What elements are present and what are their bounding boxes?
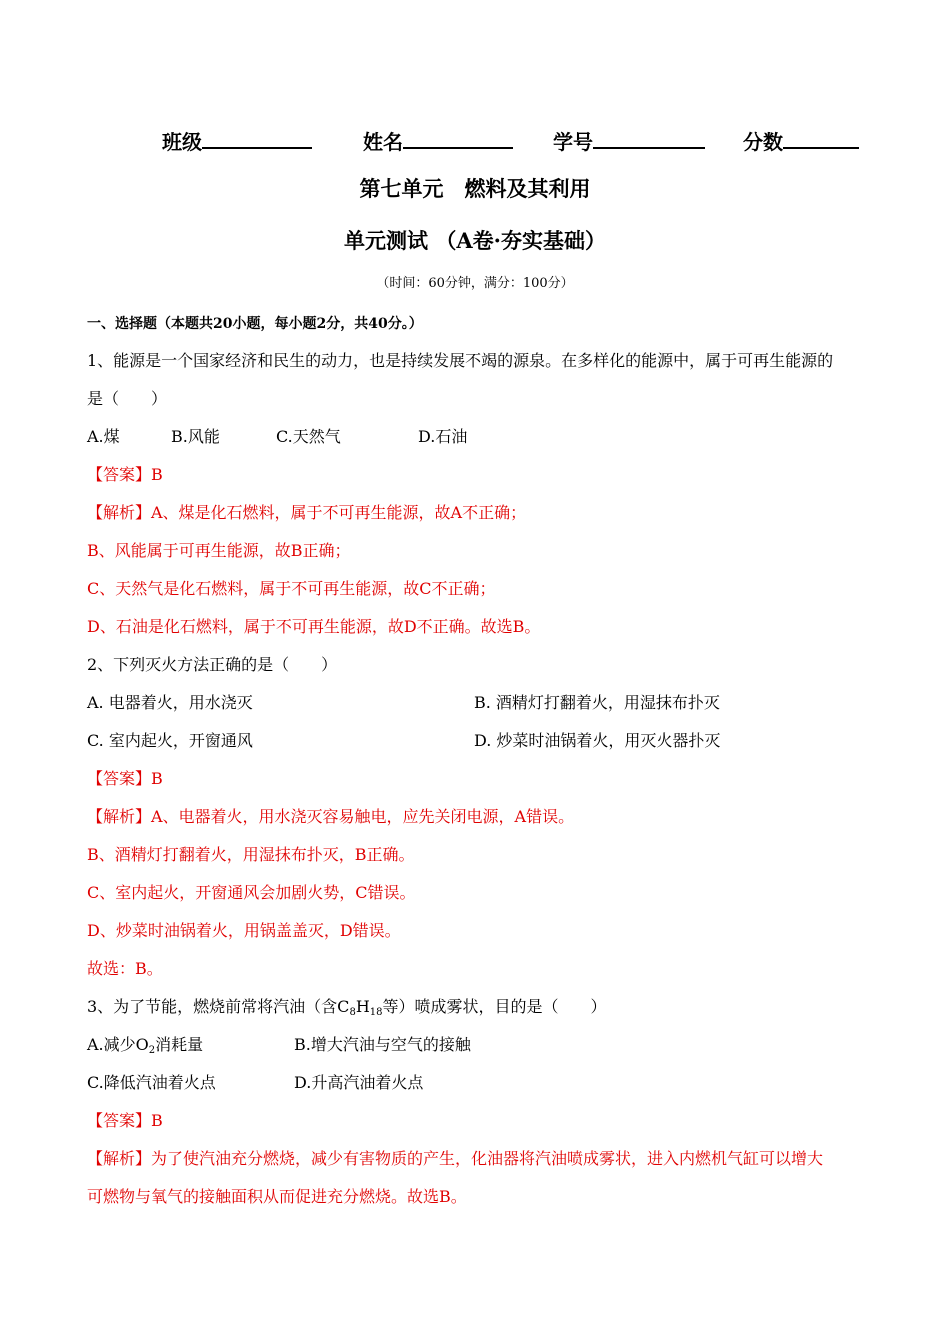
q3-option-b: B.增大汽油与空气的接触 — [294, 1035, 471, 1054]
class-blank[interactable] — [202, 127, 312, 149]
q2-analysis-3: C、室内起火，开窗通风会加剧火势，C错误。 — [87, 883, 416, 902]
q3-stem-sub-8: 8 — [349, 1007, 356, 1018]
class-field — [162, 127, 312, 155]
q1-stem-line2: 是（ ） — [87, 389, 168, 408]
q3-stem-sub-18: 18 — [369, 1007, 383, 1018]
q1-analysis-2: B、风能属于可再生能源，故B正确； — [87, 541, 351, 560]
score-field — [743, 127, 859, 155]
q3-option-c: C.降低汽油着火点 — [87, 1073, 216, 1092]
q2-analysis-4: D、炒菜时油锅着火，用锅盖盖灭，D错误。 — [87, 921, 401, 940]
q2-answer: 【答案】B — [87, 769, 163, 788]
q2-analysis-1: 【解析】A、电器着火，用水浇灭容易触电，应先关闭电源，A错误。 — [87, 807, 575, 826]
q2-option-c: C. 室内起火，开窗通风 — [87, 731, 253, 750]
section-heading: 一、选择题（本题共20小题，每小题2分，共40分。） — [87, 316, 423, 332]
q3-analysis-line1: 【解析】为了使汽油充分燃烧，减少有害物质的产生，化油器将汽油喷成雾状，进入内燃机气缸可以增大 — [87, 1149, 824, 1168]
name-blank[interactable] — [403, 127, 513, 149]
q1-analysis-4: D、石油是化石燃料，属于不可再生能源，故D不正确。故选B。 — [87, 617, 541, 636]
q3-stem — [87, 997, 607, 1017]
q3-option-d: D.升高汽油着火点 — [294, 1073, 424, 1092]
q3-analysis-line2: 可燃物与氧气的接触面积从而促进充分燃烧。故选B。 — [87, 1187, 467, 1206]
q3-option-a-pre: A.减少O — [87, 1035, 149, 1054]
score-blank[interactable] — [783, 127, 859, 149]
q3-stem-h: H — [355, 997, 370, 1016]
q3-option-a-post: 消耗量 — [155, 1035, 204, 1054]
student-id-blank[interactable] — [593, 127, 705, 149]
q2-analysis-2: B、酒精灯打翻着火，用湿抹布扑灭，B正确。 — [87, 845, 415, 864]
score-label: 分数 — [743, 130, 783, 154]
name-label: 姓名 — [363, 130, 403, 154]
unit-title: 第七单元 燃料及其利用 — [359, 176, 591, 201]
q2-stem: 2、下列灭火方法正确的是（ ） — [87, 655, 338, 674]
q2-conclusion: 故选：B。 — [87, 959, 163, 978]
q2-option-a: A. 电器着火，用水浇灭 — [87, 693, 253, 712]
q2-option-b: B. 酒精灯打翻着火，用湿抹布扑灭 — [474, 693, 720, 712]
name-field — [363, 127, 513, 155]
q1-option-c: C.天然气 — [276, 427, 341, 446]
student-id-label: 学号 — [553, 130, 593, 154]
q1-analysis-3: C、天然气是化石燃料，属于不可再生能源，故C不正确； — [87, 579, 496, 598]
q1-answer: 【答案】B — [87, 465, 163, 484]
q1-analysis-1: 【解析】A、煤是化石燃料，属于不可再生能源，故A不正确； — [87, 503, 527, 522]
student-id-field — [553, 127, 705, 155]
test-title: 单元测试 （A卷·夯实基础） — [344, 228, 606, 253]
q3-answer: 【答案】B — [87, 1111, 163, 1130]
test-info: （时间：60分钟，满分：100分） — [376, 276, 574, 291]
q3-stem-pre: 3、为了节能，燃烧前常将汽油（含C — [87, 997, 350, 1016]
q1-option-d: D.石油 — [418, 427, 468, 446]
class-label: 班级 — [162, 130, 202, 154]
q1-stem-line1: 1、能源是一个国家经济和民生的动力，也是持续发展不竭的源泉。在多样化的能源中，属于可再生能源的 — [87, 351, 834, 370]
q1-option-b: B.风能 — [171, 427, 220, 446]
q3-option-a-sub: 2 — [148, 1045, 156, 1056]
q3-stem-post: 等）喷成雾状，目的是（ ） — [382, 997, 607, 1016]
q2-option-d: D. 炒菜时油锅着火，用灭火器扑灭 — [474, 731, 721, 750]
q3-option-a — [87, 1035, 203, 1055]
q1-option-a: A.煤 — [87, 427, 120, 446]
